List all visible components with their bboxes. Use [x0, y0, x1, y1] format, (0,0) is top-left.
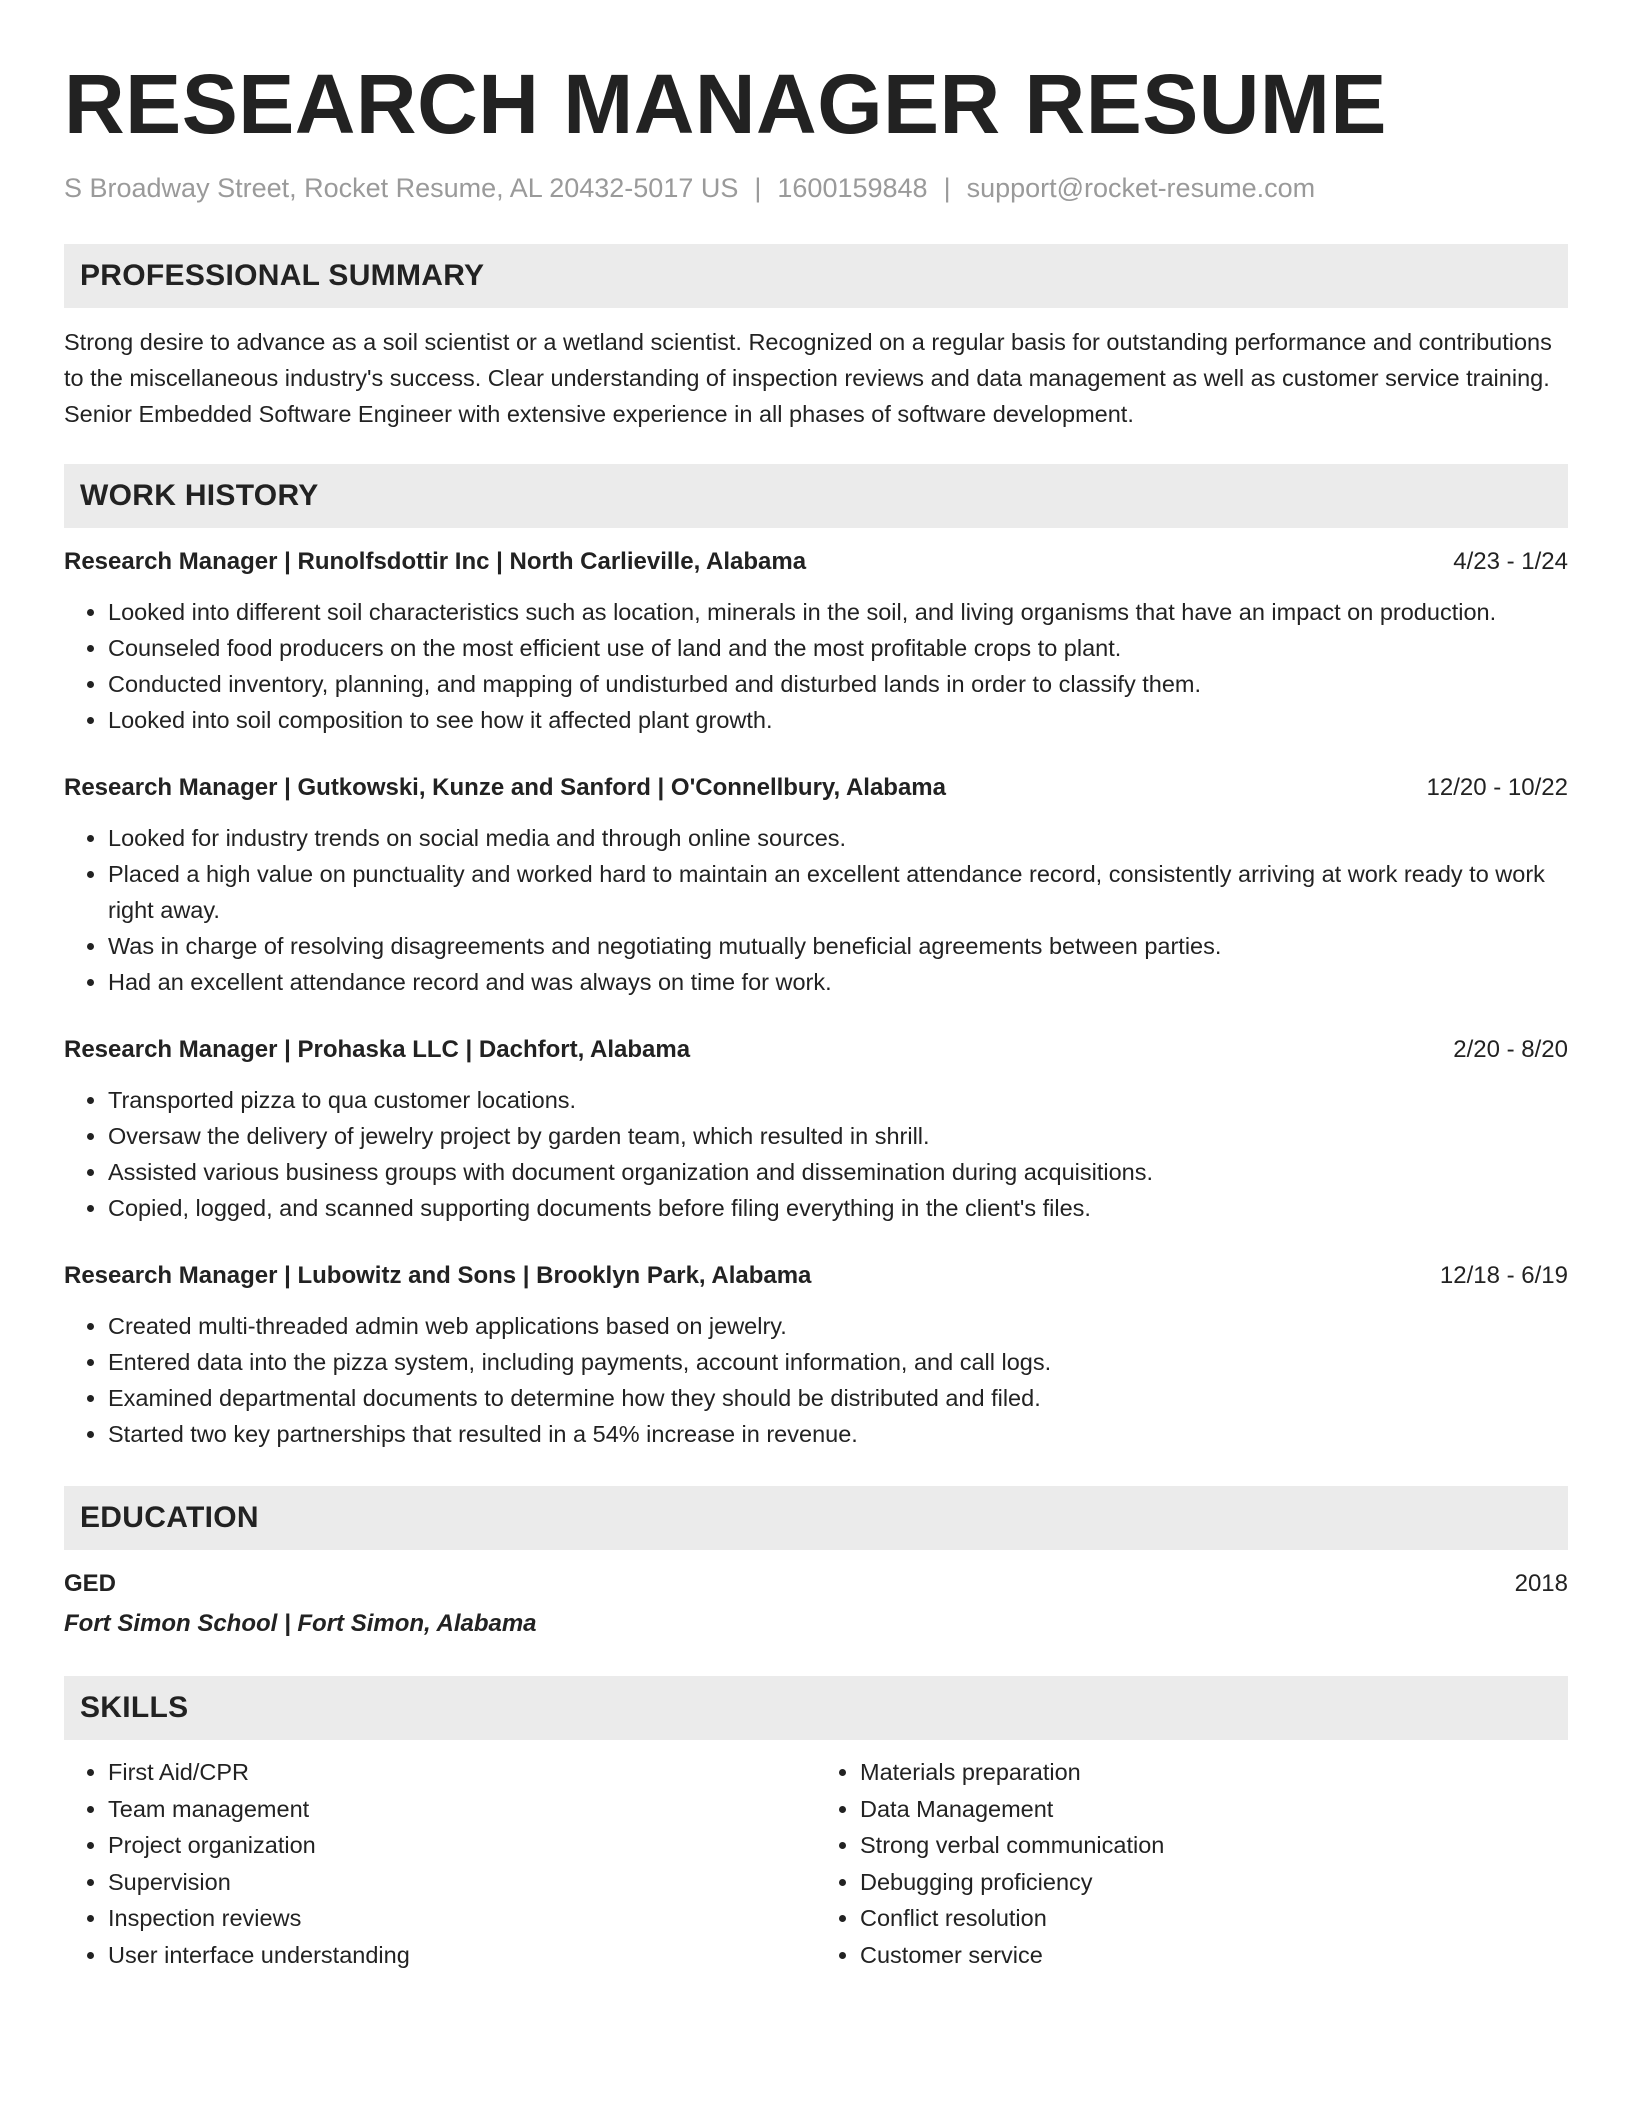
section-heading-work: WORK HISTORY [64, 464, 1568, 528]
skill-item: • Materials preparation [860, 1754, 1568, 1791]
job-bullet: • Looked into soil composition to see how it affected plant growth. [108, 702, 1568, 738]
job-bullets [64, 820, 1568, 1000]
job-bullet: • Placed a high value on punctuality and worked hard to maintain an excellent attendance record, consistently arriving at work ready to work right away. [108, 856, 1568, 928]
job-bullet: • Looked for industry trends on social media and through online sources. [108, 820, 1568, 856]
contact-separator: | [754, 173, 762, 203]
job-header [64, 770, 1568, 806]
job-title: Research Manager | Lubowitz and Sons | Brooklyn Park, Alabama [64, 1262, 812, 1289]
contact-address: S Broadway Street, Rocket Resume, AL 20432-5017 US [64, 173, 739, 203]
section-heading-skills: SKILLS [64, 1676, 1568, 1740]
contact-phone: 1600159848 [777, 173, 928, 203]
skills-column-left [64, 1754, 816, 1973]
job-dates: 2/20 - 8/20 [1453, 1036, 1568, 1063]
job-bullet: • Transported pizza to qua customer locations. [108, 1082, 1568, 1118]
education-degree: GED [64, 1570, 117, 1597]
contact-line [64, 170, 1568, 206]
job-bullets [64, 594, 1568, 738]
contact-email: support@rocket-resume.com [966, 173, 1316, 203]
job-bullet: • Oversaw the delivery of jewelry project by garden team, which resulted in shrill. [108, 1118, 1568, 1154]
skill-item: • User interface understanding [108, 1937, 816, 1974]
job-entry [64, 1258, 1568, 1452]
summary-text: Strong desire to advance as a soil scientist or a wetland scientist. Recognized on a regular basis for outstanding performance and contributions to the miscellaneous industry's success. Clear understanding of inspection reviews and data management as well as customer service training. Senior Embedded Software Engineer with extensive experience in all phases of software development. [64, 329, 1552, 427]
skill-item: • Team management [108, 1791, 816, 1828]
resume-title: RESEARCH MANAGER RESUME [64, 57, 1387, 151]
skill-item: • Conflict resolution [860, 1900, 1568, 1937]
job-bullets [64, 1082, 1568, 1226]
job-bullets [64, 1308, 1568, 1452]
job-bullet: • Created multi-threaded admin web applications based on jewelry. [108, 1308, 1568, 1344]
job-title: Research Manager | Prohaska LLC | Dachfort, Alabama [64, 1036, 691, 1063]
job-entry [64, 1032, 1568, 1226]
skill-item: • First Aid/CPR [108, 1754, 816, 1791]
skills-column-right [816, 1754, 1568, 1973]
skill-item: • Debugging proficiency [860, 1864, 1568, 1901]
job-bullet: • Examined departmental documents to determine how they should be distributed and filed. [108, 1380, 1568, 1416]
job-header [64, 1032, 1568, 1068]
job-dates: 12/20 - 10/22 [1426, 774, 1568, 801]
job-dates: 4/23 - 1/24 [1453, 548, 1568, 575]
skill-item: • Customer service [860, 1937, 1568, 1974]
section-heading-summary: PROFESSIONAL SUMMARY [64, 244, 1568, 308]
skills-list [64, 1754, 1568, 1973]
job-bullet: • Copied, logged, and scanned supporting documents before filing everything in the client's files. [108, 1190, 1568, 1226]
job-entry [64, 770, 1568, 1000]
education-year: 2018 [1514, 1570, 1568, 1597]
contact-separator: | [943, 173, 951, 203]
skill-item: • Strong verbal communication [860, 1827, 1568, 1864]
job-bullet: • Entered data into the pizza system, including payments, account information, and call logs. [108, 1344, 1568, 1380]
skill-item: • Supervision [108, 1864, 816, 1901]
job-bullet: • Was in charge of resolving disagreements and negotiating mutually beneficial agreements between parties. [108, 928, 1568, 964]
section-heading-education: EDUCATION [64, 1486, 1568, 1550]
job-bullet: • Had an excellent attendance record and was always on time for work. [108, 964, 1568, 1000]
skill-item: • Data Management [860, 1791, 1568, 1828]
job-title: Research Manager | Gutkowski, Kunze and Sanford | O'Connellbury, Alabama [64, 774, 946, 801]
job-entry [64, 544, 1568, 738]
job-dates: 12/18 - 6/19 [1439, 1262, 1568, 1289]
education-school: Fort Simon School | Fort Simon, Alabama [64, 1610, 537, 1637]
work-list [64, 544, 1568, 1452]
job-header [64, 544, 1568, 580]
job-bullet: • Conducted inventory, planning, and mapping of undisturbed and disturbed lands in order to classify them. [108, 666, 1568, 702]
skill-item: • Inspection reviews [108, 1900, 816, 1937]
job-bullet: • Looked into different soil characteristics such as location, minerals in the soil, and living organisms that have an impact on production. [108, 594, 1568, 630]
education-header [64, 1566, 1568, 1602]
job-bullet: • Assisted various business groups with document organization and dissemination during acquisitions. [108, 1154, 1568, 1190]
job-bullet: • Counseled food producers on the most efficient use of land and the most profitable crops to plant. [108, 630, 1568, 666]
skill-item: • Project organization [108, 1827, 816, 1864]
job-header [64, 1258, 1568, 1294]
job-title: Research Manager | Runolfsdottir Inc | North Carlieville, Alabama [64, 548, 807, 575]
job-bullet: • Started two key partnerships that resulted in a 54% increase in revenue. [108, 1416, 1568, 1452]
